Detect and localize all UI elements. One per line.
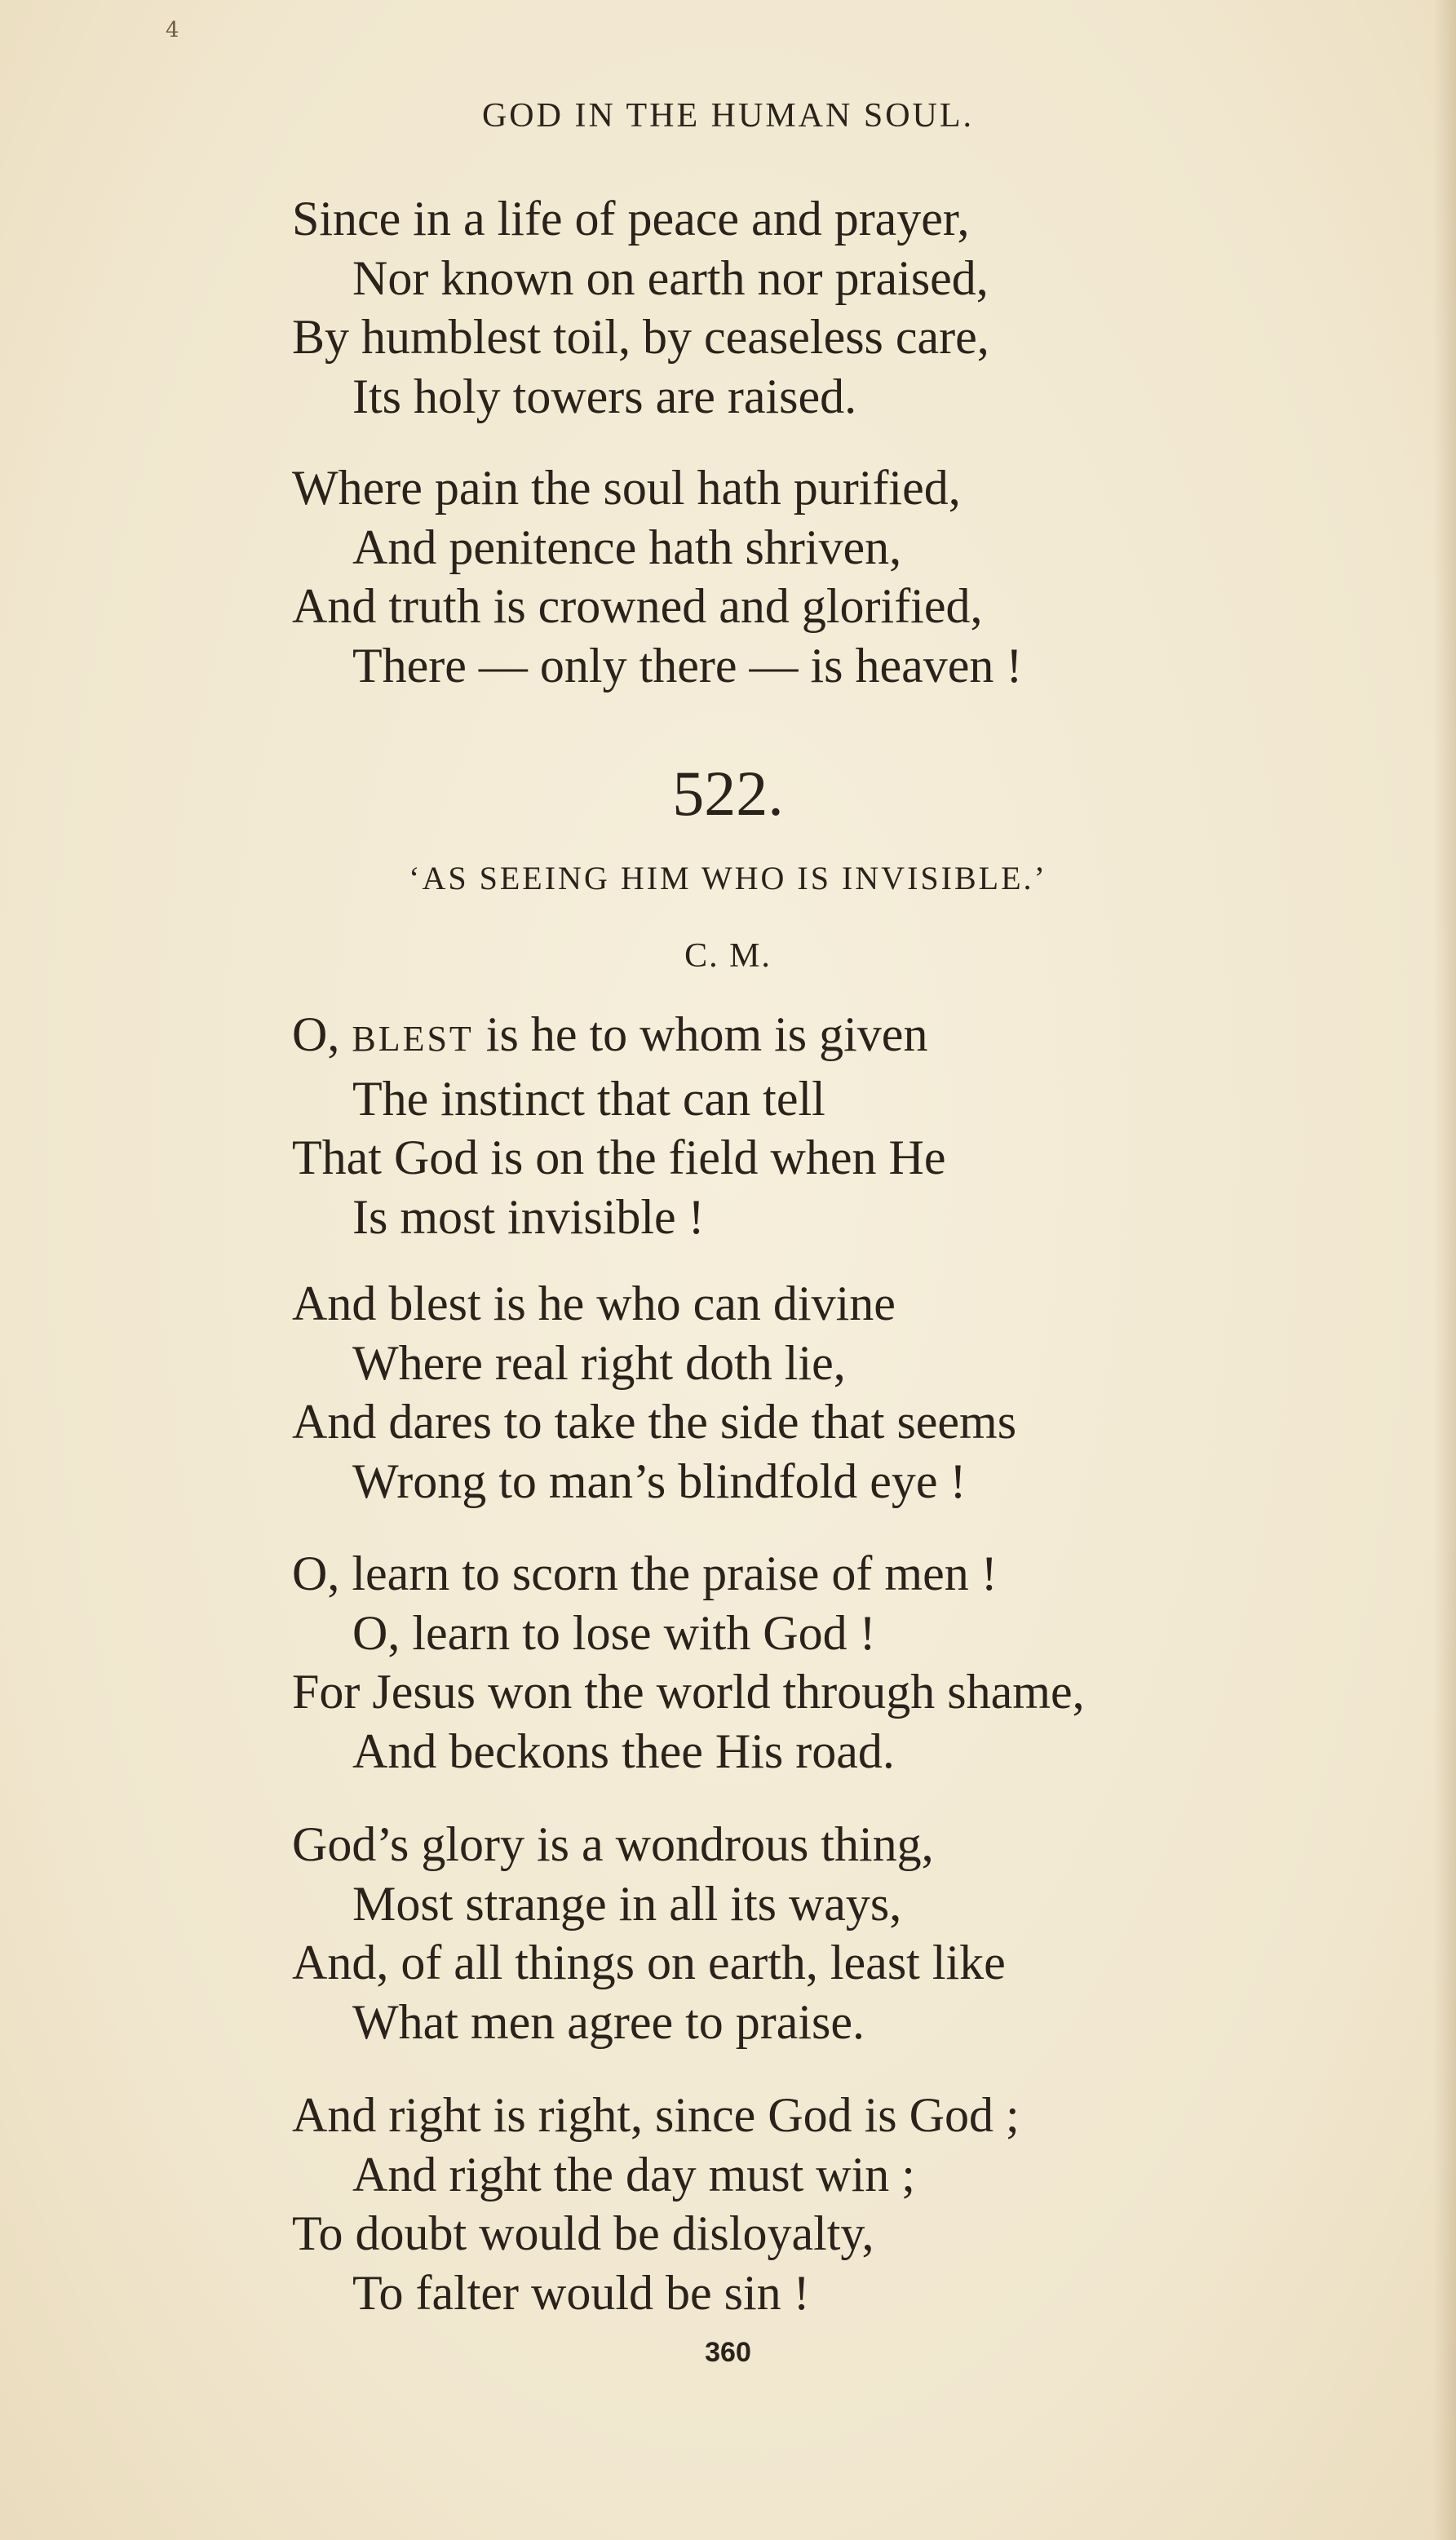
hymn-meter: C. M. (684, 937, 772, 975)
hymn-title: ‘AS SEEING HIM WHO IS INVISIBLE.’ (409, 860, 1047, 896)
hymn-stanza-3 (292, 1544, 1085, 1781)
verse-line: To doubt would be disloyalty, (292, 2206, 874, 2260)
verse-line: Where real right doth lie, (352, 1335, 846, 1390)
hymn-stanza-4 (292, 1815, 1006, 2051)
verse-line: Its holy towers are raised. (352, 369, 857, 423)
verse-line: Where pain the soul hath purified, (292, 461, 961, 515)
verse-line: And right is right, since God is God ; (292, 2088, 1020, 2142)
verse-line: The instinct that can tell (352, 1071, 825, 1126)
previous-hymn-stanza-2 (292, 458, 1022, 695)
verse-line: Wrong to man’s blindfold eye ! (352, 1454, 967, 1508)
first-line-rest: is he to whom is given (473, 1007, 928, 1061)
verse-line: God’s glory is a wondrous thing, (292, 1817, 934, 1871)
verse-line: Nor known on earth nor praised, (352, 250, 989, 305)
small-caps-word: BLEST (352, 1019, 474, 1059)
verse-line: O, learn to lose with God ! (352, 1605, 876, 1660)
page-edge-shadow (1433, 0, 1456, 2540)
verse-line: And, of all things on earth, least like (292, 1936, 1006, 1989)
verse-line: Most strange in all its ways, (352, 1876, 902, 1931)
verse-line: There — only there — is heaven ! (352, 638, 1023, 693)
verse-line: And right the day must win ; (352, 2147, 915, 2201)
hymn-number: 522. (672, 758, 784, 829)
page-number: 360 (705, 2337, 751, 2368)
verse-line-first (292, 1005, 945, 1069)
verse-line: What men agree to praise. (352, 1994, 865, 2049)
verse-line: And dares to take the side that seems (292, 1395, 1017, 1449)
hymn-stanza-1 (292, 1005, 945, 1246)
verse-line: And truth is crowned and glorified, (292, 579, 983, 633)
verse-line: That God is on the field when He (292, 1131, 946, 1184)
verse-line: And penitence hath shriven, (352, 520, 902, 574)
hymn-stanza-5 (292, 2086, 1020, 2322)
verse-line: For Jesus won the world through shame, (292, 1665, 1085, 1719)
first-word: O, (292, 1007, 352, 1061)
verse-line: And beckons thee His road. (352, 1724, 895, 1778)
verse-line: To falter would be sin ! (352, 2265, 810, 2320)
verse-line: Since in a life of peace and prayer, (292, 192, 970, 246)
corner-mark: 4 (166, 18, 179, 42)
verse-line: And blest is he who can divine (292, 1277, 896, 1330)
verse-line: By humblest toil, by ceaseless care, (292, 310, 989, 364)
hymn-stanza-2 (292, 1274, 1016, 1511)
running-head: GOD IN THE HUMAN SOUL. (481, 97, 975, 135)
verse-line: Is most invisible ! (352, 1189, 705, 1244)
previous-hymn-stanza-1 (292, 189, 989, 426)
verse-line: O, learn to scorn the praise of men ! (292, 1547, 998, 1600)
